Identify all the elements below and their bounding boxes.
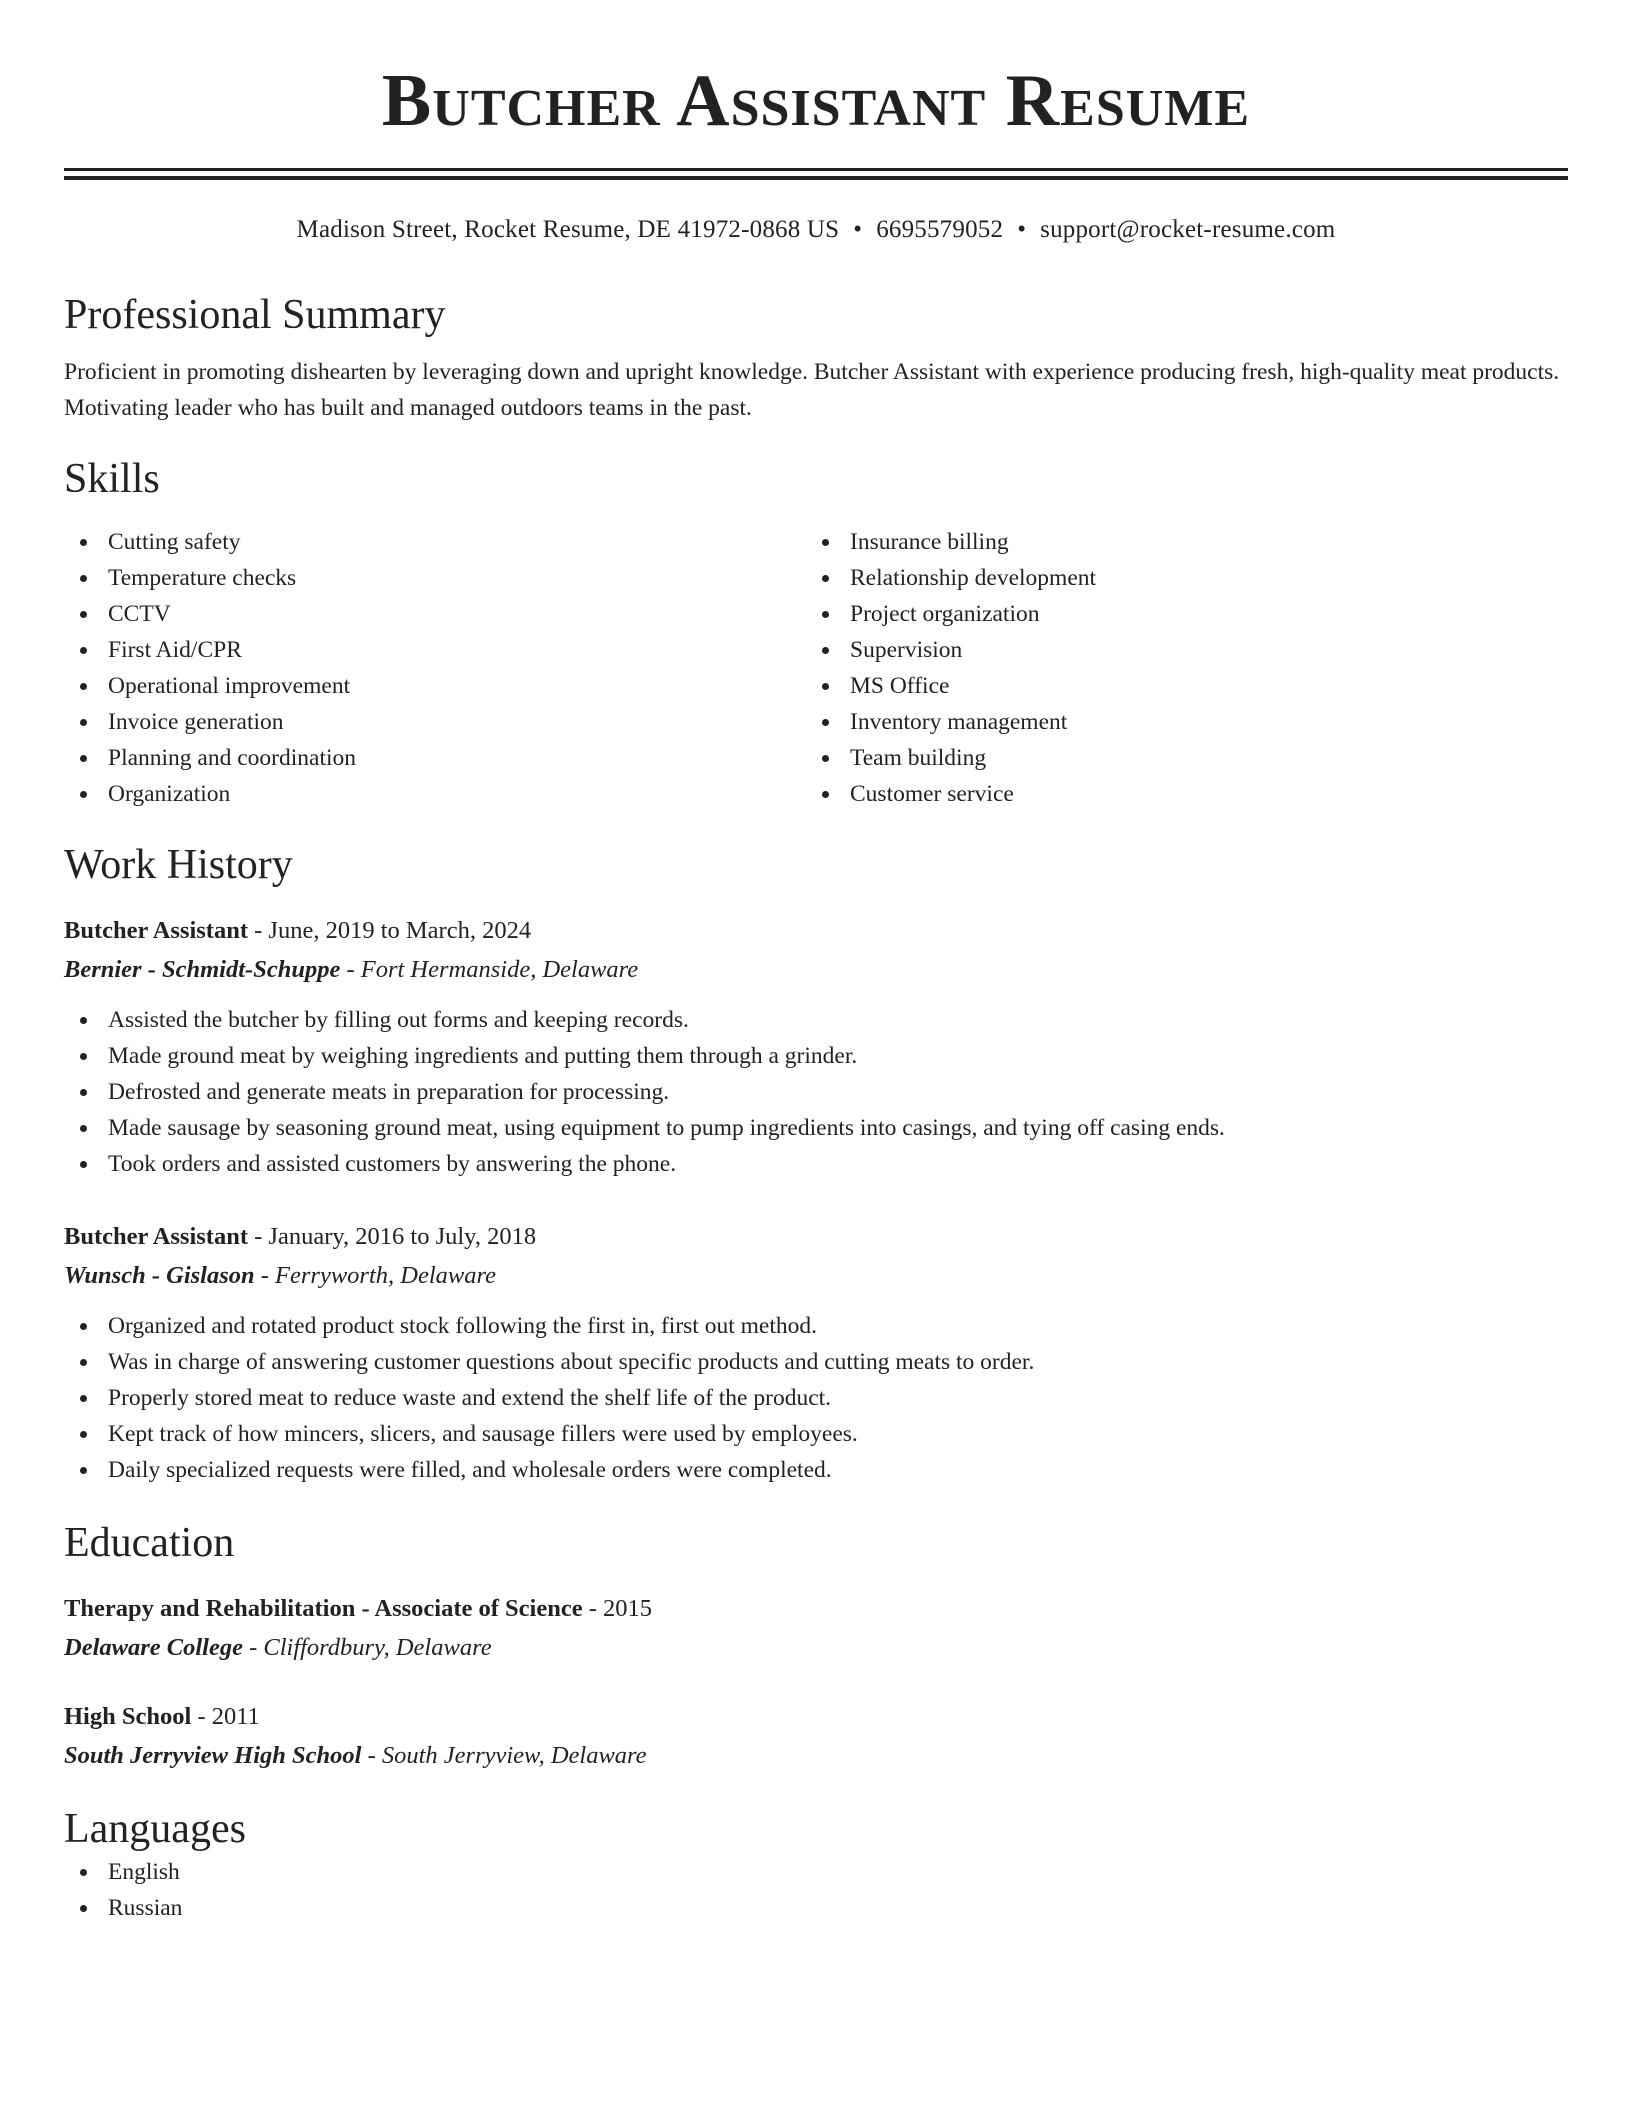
contact-phone: 6695579052 (876, 216, 1004, 243)
skill-item: Temperature checks (64, 560, 806, 596)
contact-email: support@rocket-resume.com (1040, 216, 1336, 243)
job-duty: Made sausage by seasoning ground meat, using equipment to pump ingredients into casings, and tying off casing ends. (64, 1110, 1568, 1146)
skill-item: Planning and coordination (64, 740, 806, 776)
job-entry (64, 912, 1568, 1182)
skill-item: Organization (64, 776, 806, 812)
job-title-line (64, 1218, 1568, 1256)
school-line (64, 1736, 1568, 1776)
contact-line (64, 214, 1568, 246)
job-title: Butcher Assistant (64, 917, 249, 944)
education-entry (64, 1590, 1568, 1668)
skill-item: Supervision (806, 632, 1548, 668)
skills-list-left (64, 524, 806, 812)
job-duty: Took orders and assisted customers by answering the phone. (64, 1146, 1568, 1182)
skills-columns (64, 524, 1568, 812)
degree-name: High School (64, 1703, 192, 1730)
skill-item: MS Office (806, 668, 1548, 704)
job-duty: Kept track of how mincers, slicers, and sausage fillers were used by employees. (64, 1416, 1568, 1452)
skills-column-left (64, 524, 806, 812)
company-location: - Ferryworth, Delaware (254, 1262, 496, 1289)
summary-heading: Professional Summary (64, 292, 446, 338)
job-dates: - January, 2016 to July, 2018 (248, 1223, 537, 1250)
job-duties-list (64, 1308, 1568, 1488)
contact-separator: • (853, 216, 863, 243)
languages-heading: Languages (64, 1806, 246, 1852)
language-item: Russian (64, 1890, 1568, 1926)
language-item: English (64, 1854, 1568, 1890)
school-line (64, 1628, 1568, 1668)
job-dates: - June, 2019 to March, 2024 (248, 917, 532, 944)
job-duties-list (64, 1002, 1568, 1182)
school-location: - Cliffordbury, Delaware (242, 1634, 492, 1661)
company-line (64, 950, 1568, 990)
skill-item: Operational improvement (64, 668, 806, 704)
degree-line (64, 1698, 1568, 1736)
job-duty: Made ground meat by weighing ingredients and putting them through a grinder. (64, 1038, 1568, 1074)
skill-item: Customer service (806, 776, 1548, 812)
job-duty: Daily specialized requests were filled, and wholesale orders were completed. (64, 1452, 1568, 1488)
school-name: Delaware College (64, 1634, 243, 1661)
graduation-year: - 2011 (191, 1703, 260, 1730)
languages-list (64, 1854, 1568, 1926)
graduation-year: - 2015 (582, 1595, 653, 1622)
company-line (64, 1256, 1568, 1296)
skill-item: Insurance billing (806, 524, 1548, 560)
skill-item: Inventory management (806, 704, 1548, 740)
summary-text: Proficient in promoting dishearten by leveraging down and upright knowledge. Butcher Assistant with experience producing fresh, high-quality meat products. Motivating leader who has built and managed outdoors teams in the past. (64, 359, 1560, 421)
skill-item: Team building (806, 740, 1548, 776)
job-duty: Properly stored meat to reduce waste and extend the shelf life of the product. (64, 1380, 1568, 1416)
skill-item: Project organization (806, 596, 1548, 632)
skill-item: CCTV (64, 596, 806, 632)
degree-name: Therapy and Rehabilitation - Associate of Science (64, 1595, 583, 1622)
job-duty: Assisted the butcher by filling out forms and keeping records. (64, 1002, 1568, 1038)
school-name: South Jerryview High School (64, 1742, 362, 1769)
skill-item: Invoice generation (64, 704, 806, 740)
degree-line (64, 1590, 1568, 1628)
job-duty: Was in charge of answering customer questions about specific products and cutting meats to order. (64, 1344, 1568, 1380)
contact-separator: • (1017, 216, 1027, 243)
education-heading: Education (64, 1520, 235, 1566)
job-duty: Defrosted and generate meats in preparation for processing. (64, 1074, 1568, 1110)
skill-item: First Aid/CPR (64, 632, 806, 668)
job-duty: Organized and rotated product stock following the first in, first out method. (64, 1308, 1568, 1344)
job-title: Butcher Assistant (64, 1223, 249, 1250)
contact-address: Madison Street, Rocket Resume, DE 41972-0868 US (296, 216, 840, 243)
education-entry (64, 1698, 1568, 1776)
skills-list-right (806, 524, 1548, 812)
title-divider (64, 168, 1568, 180)
skills-column-right (806, 524, 1548, 812)
company-name: Bernier - Schmidt-Schuppe (64, 956, 341, 983)
skill-item: Cutting safety (64, 524, 806, 560)
company-name: Wunsch - Gislason (64, 1262, 255, 1289)
school-location: - South Jerryview, Delaware (361, 1742, 647, 1769)
company-location: - Fort Hermanside, Delaware (340, 956, 639, 983)
work-history-heading: Work History (64, 842, 293, 888)
resume-title: Butcher Assistant Resume (381, 60, 1251, 142)
skill-item: Relationship development (806, 560, 1548, 596)
job-title-line (64, 912, 1568, 950)
job-entry (64, 1218, 1568, 1488)
skills-heading: Skills (64, 456, 160, 502)
